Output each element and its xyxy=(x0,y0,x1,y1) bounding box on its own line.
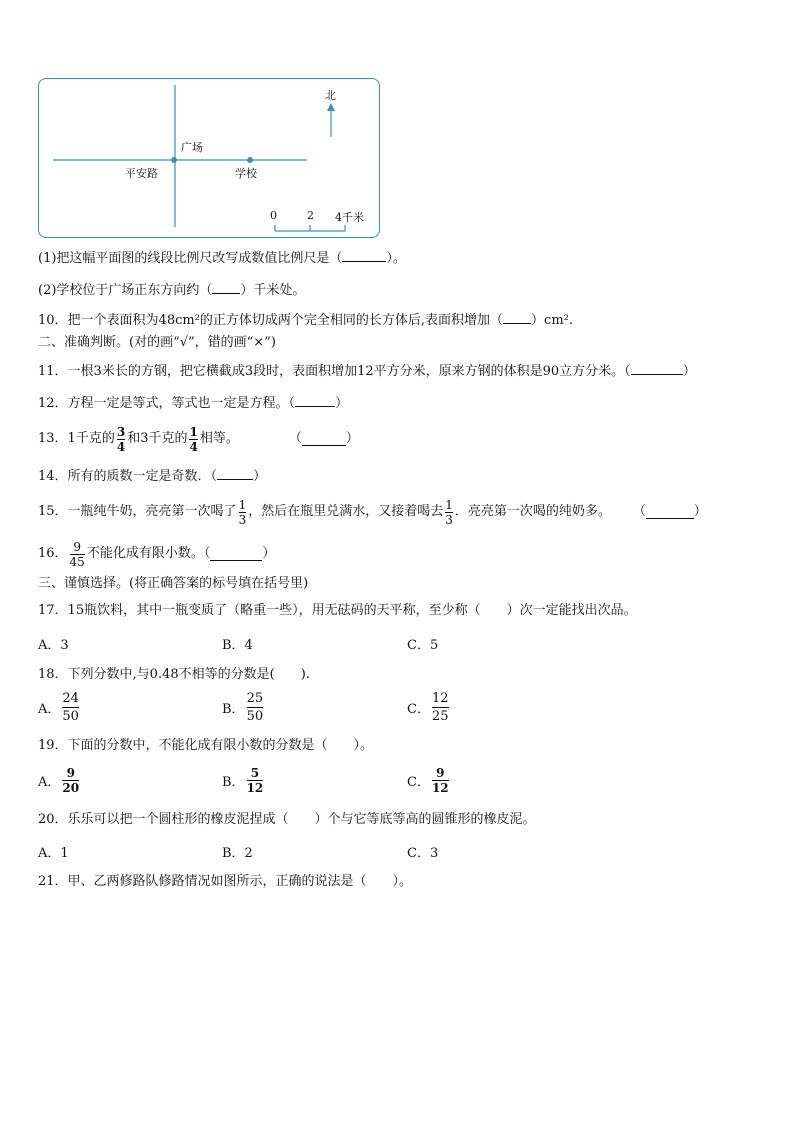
question-20 xyxy=(38,811,536,829)
answer-blank[interactable] xyxy=(503,311,531,324)
option-fraction xyxy=(247,766,264,795)
option-label: C． xyxy=(407,702,430,717)
question-text: 相等。 xyxy=(199,431,239,446)
answer-blank[interactable] xyxy=(217,467,253,480)
question-9-2 xyxy=(38,281,305,300)
question-text: 一根3米长的方钢，把它横截成3段时，表面积增加12平方分米，原来方钢的体积是90立方分米。（ xyxy=(67,364,631,379)
answer-blank[interactable] xyxy=(212,281,240,294)
question-17 xyxy=(38,602,637,620)
paren-open: （ xyxy=(288,431,302,446)
question-end: ）。 xyxy=(386,251,406,266)
question-text: 15瓶饮料，其中一瓶变质了（略重一些），用无砝码的天平称，至少称（ ）次一定能找出次品。 xyxy=(67,603,637,618)
answer-blank[interactable] xyxy=(295,394,335,407)
question-text: 把一个表面积为48cm²的正方体切成两个完全相同的长方体后,表面积增加（ xyxy=(67,313,504,328)
question-number: 21． xyxy=(38,874,68,889)
fraction-1-3 xyxy=(239,498,247,527)
question-end: ） xyxy=(335,396,349,411)
north-label: 北 xyxy=(325,89,336,102)
numerator: 1 xyxy=(189,424,198,439)
numerator: 9 xyxy=(436,766,445,780)
denominator: 12 xyxy=(431,781,449,795)
question-text: 不能化成有限小数。（ xyxy=(86,546,211,561)
q17-option-c[interactable]: C．5 xyxy=(407,638,439,653)
q18-option-a[interactable] xyxy=(38,690,81,725)
question-18 xyxy=(38,666,310,684)
option-fraction xyxy=(432,766,449,795)
section-2-title: 二、准确判断。(对的画“√”，错的画“×”) xyxy=(38,335,276,350)
q19-option-a[interactable] xyxy=(38,766,81,795)
square-label: 广场 xyxy=(181,141,203,154)
square-point xyxy=(171,157,177,163)
school-label: 学校 xyxy=(235,167,257,180)
fraction-1-3 xyxy=(445,498,453,527)
question-text: 甲、乙两修路队修路情况如图所示，正确的说法是（ ）。 xyxy=(67,874,413,889)
option-fraction xyxy=(62,766,79,795)
question-21 xyxy=(38,873,412,891)
question-text: ．亮亮第一次喝的纯奶多。 xyxy=(454,504,611,519)
question-13 xyxy=(38,424,359,454)
denominator: 12 xyxy=(246,781,264,795)
denominator: 45 xyxy=(69,554,85,569)
question-number: 18． xyxy=(38,667,68,682)
question-number: 20． xyxy=(38,812,68,827)
scale-label-4km: 4千米 xyxy=(335,211,364,224)
question-12 xyxy=(38,394,348,413)
question-text: 1千克的 xyxy=(67,431,115,446)
answer-blank[interactable] xyxy=(302,433,346,446)
numerator: 12 xyxy=(431,691,449,706)
denominator: 25 xyxy=(431,709,449,724)
question-end: ）cm². xyxy=(531,313,573,328)
question-text: 下面的分数中，不能化成有限小数的分数是（ ）。 xyxy=(67,738,374,753)
numerator: 3 xyxy=(116,424,126,439)
paren-open: （ xyxy=(632,504,646,519)
numerator: 24 xyxy=(62,691,79,706)
question-15 xyxy=(38,494,707,530)
answer-blank[interactable] xyxy=(631,362,683,375)
question-9-1 xyxy=(38,249,406,268)
q19-option-b[interactable] xyxy=(222,766,265,795)
numerator: 1 xyxy=(238,497,247,512)
question-number: 10． xyxy=(38,313,68,328)
question-number: 19． xyxy=(38,738,68,753)
q17-option-b[interactable]: B．4 xyxy=(222,638,253,653)
question-number: 15． xyxy=(38,504,68,519)
scale-label-0: 0 xyxy=(270,209,277,222)
q20-option-a[interactable]: A．1 xyxy=(38,846,69,861)
option-fraction xyxy=(247,690,264,725)
option-label: B． xyxy=(222,702,245,717)
question-end: ）千米处。 xyxy=(240,283,306,298)
answer-blank[interactable] xyxy=(210,548,262,561)
question-text: 和3千克的 xyxy=(127,431,188,446)
question-text: 下列分数中,与0.48不相等的分数是( ). xyxy=(67,667,310,682)
question-text: 所有的质数一定是奇数．（ xyxy=(67,469,218,484)
question-text: ，然后在瓶里兑满水，又接着喝去 xyxy=(248,504,444,519)
answer-blank[interactable] xyxy=(646,506,694,519)
numerator: 9 xyxy=(66,766,75,780)
denominator: 4 xyxy=(189,439,198,454)
question-end: ） xyxy=(262,546,276,561)
question-text: 乐乐可以把一个圆柱形的橡皮泥捏成（ ）个与它等底等高的圆锥形的橡皮泥。 xyxy=(67,812,536,827)
denominator: 50 xyxy=(62,709,79,724)
denominator: 20 xyxy=(62,781,80,795)
fraction-3-4 xyxy=(117,425,125,454)
numerator: 1 xyxy=(445,497,453,512)
question-end: ） xyxy=(682,364,696,379)
question-text: (2)学校位于广场正东方向约（ xyxy=(38,283,213,298)
q17-option-a[interactable]: A．3 xyxy=(38,638,69,653)
question-number: 14． xyxy=(38,469,68,484)
numerator: 9 xyxy=(73,539,81,554)
option-fraction xyxy=(432,690,449,725)
denominator: 4 xyxy=(116,439,126,454)
fraction-1-4 xyxy=(189,425,197,454)
option-label: A． xyxy=(38,702,61,717)
section-3-title: 三、谨慎选择。(将正确答案的标号填在括号里) xyxy=(38,576,309,591)
question-11 xyxy=(38,362,696,381)
question-number: 12． xyxy=(38,396,68,411)
q20-option-b[interactable]: B．2 xyxy=(222,846,253,861)
question-number: 17． xyxy=(38,603,68,618)
question-end: ） xyxy=(693,504,707,519)
question-10 xyxy=(38,311,573,330)
answer-blank[interactable] xyxy=(342,249,386,262)
q19-option-c[interactable] xyxy=(407,766,451,795)
question-16 xyxy=(38,536,275,572)
option-label: C． xyxy=(407,775,430,790)
option-label: A． xyxy=(38,775,61,790)
numerator: 5 xyxy=(250,766,260,780)
road-label: 平安路 xyxy=(125,167,158,180)
numerator: 25 xyxy=(246,691,264,706)
map-drawing xyxy=(39,79,381,239)
scale-label-2: 2 xyxy=(307,209,314,222)
fraction-9-45 xyxy=(70,540,85,569)
question-number: 11． xyxy=(38,364,68,379)
north-arrow-icon xyxy=(327,103,335,111)
question-text: 一瓶纯牛奶，亮亮第一次喝了 xyxy=(67,504,237,519)
option-label: B． xyxy=(222,775,245,790)
denominator: 3 xyxy=(238,512,247,527)
denominator: 50 xyxy=(246,709,264,724)
q18-option-b[interactable] xyxy=(222,690,265,725)
q18-option-c[interactable] xyxy=(407,690,451,725)
question-19 xyxy=(38,737,373,755)
question-text: 方程一定是等式，等式也一定是方程。（ xyxy=(67,396,296,411)
question-14 xyxy=(38,467,266,486)
question-text: (1)把这幅平面图的线段比例尺改写成数值比例尺是（ xyxy=(38,251,343,266)
option-fraction xyxy=(62,690,79,725)
denominator: 3 xyxy=(445,512,453,527)
school-point xyxy=(247,157,253,163)
question-number: 13． xyxy=(38,431,68,446)
q20-option-c[interactable]: C．3 xyxy=(407,846,439,861)
question-end: ） xyxy=(253,469,267,484)
map-figure xyxy=(38,78,380,238)
question-number: 16． xyxy=(38,546,68,561)
question-end: ） xyxy=(345,431,359,446)
